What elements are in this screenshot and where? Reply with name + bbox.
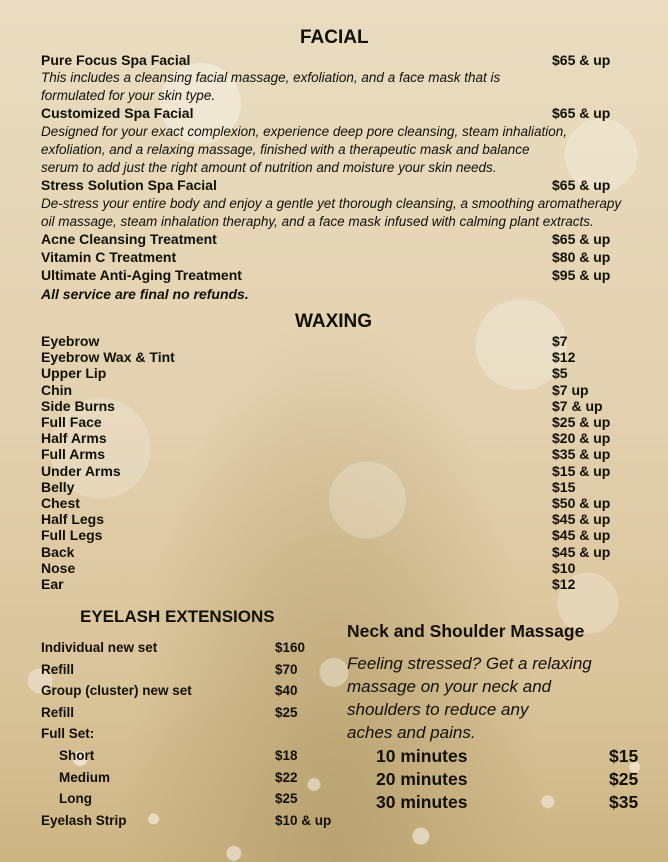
eyelash-item-name: Eyelash Strip bbox=[41, 812, 127, 828]
facial-note: All service are final no refunds. bbox=[41, 286, 249, 302]
waxing-item-name: Under Arms bbox=[41, 462, 121, 479]
waxing-item-price: $45 & up bbox=[552, 511, 611, 528]
waxing-item-name: Belly bbox=[41, 478, 75, 495]
facial-item-name: Stress Solution Spa Facial bbox=[41, 177, 217, 193]
waxing-item-price: $15 & up bbox=[552, 462, 611, 479]
waxing-item-name: Full Arms bbox=[41, 446, 106, 463]
eyelash-item-price: $160 bbox=[275, 640, 306, 655]
eyelash-item-price: $40 bbox=[275, 683, 298, 699]
facial-item-desc: exfoliation, and a relaxing massage, finished with a therapeutic mask and balance bbox=[41, 142, 530, 157]
eyelash-item-price: $22 bbox=[275, 769, 298, 785]
eyelash-item-name: Refill bbox=[41, 704, 75, 720]
massage-desc: massage on your neck and bbox=[347, 677, 552, 696]
facial-item-price: $65 & up bbox=[552, 52, 611, 68]
facial-item-price: $65 & up bbox=[552, 231, 611, 247]
waxing-item-name: Half Arms bbox=[41, 430, 107, 447]
eyelash-item-price: $25 bbox=[275, 791, 298, 807]
eyelash-item-name: Group (cluster) new set bbox=[41, 683, 192, 699]
facial-item-price: $65 & up bbox=[552, 105, 611, 121]
facial-item-name: Vitamin C Treatment bbox=[41, 249, 177, 265]
massage-desc: shoulders to reduce any bbox=[347, 700, 529, 719]
waxing-item-name: Upper Lip bbox=[41, 365, 107, 382]
waxing-item-price: $45 & up bbox=[552, 527, 611, 544]
facial-item-desc: Designed for your exact complexion, experience deep pore cleansing, steam inhaliation, bbox=[41, 124, 568, 139]
waxing-item-name: Nose bbox=[41, 559, 76, 576]
waxing-item-price: $50 & up bbox=[552, 495, 611, 511]
waxing-item-name: Chest bbox=[41, 495, 80, 511]
facial-item-price: $65 & up bbox=[552, 177, 611, 193]
eyelash-title: EYELASH EXTENSIONS bbox=[80, 607, 275, 626]
facial-item-desc: formulated for your skin type. bbox=[41, 88, 216, 103]
waxing-item-name: Half Legs bbox=[41, 511, 105, 528]
eyelash-item-name: Medium bbox=[59, 769, 111, 785]
waxing-item-name: Full Legs bbox=[41, 527, 103, 544]
facial-item-desc: oil massage, steam inhalation theraphy, and a face mask infused with calming plant extracts. bbox=[41, 214, 594, 229]
eyelash-item-price: $18 bbox=[275, 748, 298, 763]
massage-title: Neck and Shoulder Massage bbox=[347, 621, 585, 641]
waxing-item-name: Eyebrow bbox=[41, 333, 100, 349]
massage-price: $35 bbox=[609, 792, 639, 812]
waxing-item-name: Back bbox=[41, 543, 75, 560]
facial-item-name: Ultimate Anti-Aging Treatment bbox=[41, 267, 242, 283]
waxing-item-price: $7 & up bbox=[552, 397, 603, 414]
facial-item-name: Acne Cleansing Treatment bbox=[41, 231, 217, 247]
waxing-item-price: $25 & up bbox=[552, 414, 611, 430]
eyelash-item-price: $70 bbox=[275, 661, 298, 677]
facial-title: FACIAL bbox=[300, 27, 369, 48]
waxing-item-price: $12 bbox=[552, 576, 576, 592]
eyelash-item-name: Individual new set bbox=[41, 640, 158, 655]
waxing-item-name: Full Face bbox=[41, 414, 102, 430]
waxing-item-price: $7 up bbox=[552, 381, 589, 398]
waxing-item-price: $35 & up bbox=[552, 446, 611, 463]
waxing-item-price: $15 bbox=[552, 478, 576, 495]
facial-item-price: $95 & up bbox=[552, 267, 611, 283]
waxing-item-price: $12 bbox=[552, 349, 576, 366]
waxing-item-price: $45 & up bbox=[552, 543, 611, 560]
waxing-item-price: $7 bbox=[552, 333, 568, 349]
waxing-item-name: Side Burns bbox=[41, 397, 115, 414]
waxing-item-name: Chin bbox=[41, 381, 73, 398]
facial-item-desc: serum to add just the right amount of nutrition and moisture your skin needs. bbox=[41, 160, 497, 175]
eyelash-item-name: Short bbox=[59, 748, 95, 763]
waxing-title: WAXING bbox=[295, 311, 373, 332]
massage-duration: 20 minutes bbox=[376, 769, 468, 789]
eyelash-item-price: $25 bbox=[275, 704, 298, 720]
waxing-item-name: Eyebrow Wax & Tint bbox=[41, 349, 175, 366]
facial-item-desc: This includes a cleansing facial massage, exfoliation, and a face mask that is bbox=[41, 70, 501, 85]
eyelash-item-price: $10 & up bbox=[275, 812, 332, 828]
massage-price: $25 bbox=[609, 769, 639, 789]
facial-item-price: $80 & up bbox=[552, 249, 611, 265]
eyelash-item-name: Full Set: bbox=[41, 726, 95, 742]
massage-duration: 10 minutes bbox=[376, 746, 468, 766]
waxing-item-price: $5 bbox=[552, 365, 568, 382]
massage-desc: aches and pains. bbox=[347, 723, 476, 742]
massage-price: $15 bbox=[609, 746, 639, 766]
facial-item-desc: De-stress your entire body and enjoy a gentle yet thorough cleansing, a smoothing aromatherapy bbox=[41, 196, 622, 211]
massage-desc: Feeling stressed? Get a relaxing bbox=[347, 654, 592, 673]
eyelash-item-name: Refill bbox=[41, 661, 75, 677]
eyelash-item-name: Long bbox=[59, 791, 92, 807]
facial-item-name: Customized Spa Facial bbox=[41, 105, 194, 121]
facial-item-name: Pure Focus Spa Facial bbox=[41, 52, 191, 68]
waxing-item-price: $20 & up bbox=[552, 430, 611, 447]
waxing-item-price: $10 bbox=[552, 559, 576, 576]
massage-duration: 30 minutes bbox=[376, 792, 468, 812]
waxing-item-name: Ear bbox=[41, 576, 64, 592]
